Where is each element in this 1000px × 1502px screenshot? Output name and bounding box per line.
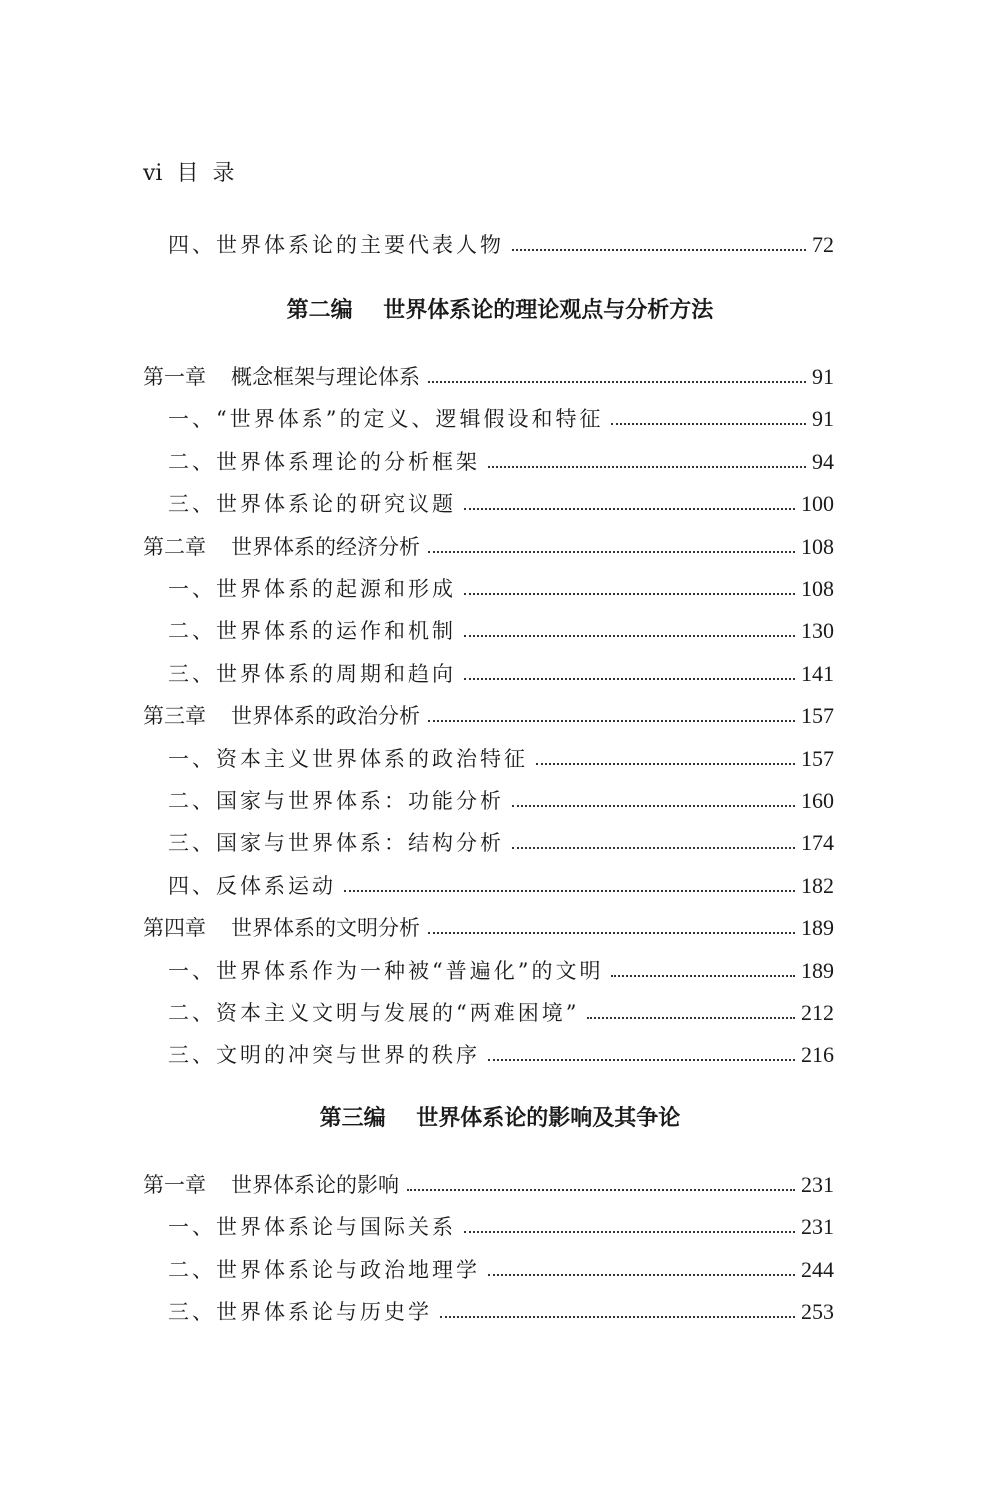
toc-section-entry[interactable] [168, 447, 834, 477]
toc-page-number: 141 [801, 660, 834, 686]
toc-entry-label: 三、文明的冲突与世界的秩序 [168, 1043, 480, 1068]
toc-chapter-entry[interactable] [143, 532, 834, 562]
toc-entry-label: 四、反体系运动 [168, 873, 336, 898]
toc-section-entry[interactable] [168, 616, 834, 646]
dot-leader [536, 763, 795, 765]
toc-section-entry[interactable] [168, 659, 834, 689]
toc-entry-label: 三、世界体系论的研究议题 [168, 492, 456, 517]
toc-section-entry[interactable] [168, 404, 834, 434]
toc-entry-label: 二、世界体系论与政治地理学 [168, 1257, 480, 1282]
toc-section-entry[interactable] [168, 786, 834, 816]
dot-leader [611, 423, 806, 425]
toc-page-number: 91 [812, 364, 834, 389]
running-head: vi 目 录 [143, 161, 235, 186]
toc-section-entry[interactable] [168, 744, 834, 774]
toc-page-number: 244 [801, 1256, 834, 1282]
toc-page-number: 231 [801, 1214, 834, 1240]
toc-entry-label: 二、世界体系理论的分析框架 [168, 449, 480, 474]
toc-page-number: 231 [801, 1172, 834, 1197]
toc-chapter-entry[interactable] [143, 701, 834, 731]
dot-leader [512, 805, 795, 807]
toc-chapter-entry[interactable] [143, 913, 834, 943]
toc-entry[interactable] [168, 230, 834, 260]
toc-section-entry[interactable] [168, 998, 834, 1028]
toc-page-number: 253 [801, 1299, 834, 1325]
toc-page-number: 94 [812, 448, 834, 474]
toc-chapter-number: 第一章 [143, 365, 206, 389]
toc-chapter-number: 第一章 [143, 1173, 206, 1197]
dot-leader [428, 381, 806, 383]
toc-page-number: 157 [801, 703, 834, 729]
toc-section-entry[interactable] [168, 1040, 834, 1070]
toc-chapter-number: 第三章 [143, 704, 206, 729]
part-title: 第三编 世界体系论的影响及其争论 [319, 1106, 681, 1131]
dot-leader [464, 508, 795, 510]
dot-leader [428, 551, 795, 553]
toc-page-number: 157 [801, 745, 834, 771]
toc-entry-label: 一、“世界体系”的定义、逻辑假设和特征 [168, 407, 604, 432]
toc-section-entry[interactable] [168, 871, 834, 901]
toc-entry-label: 二、国家与世界体系：功能分析 [168, 789, 504, 813]
toc-entry-label: 一、世界体系论与国际关系 [168, 1215, 456, 1240]
toc-page-number: 216 [801, 1042, 834, 1068]
dot-leader [512, 847, 795, 849]
toc-entry-label: 三、世界体系的周期和趋向 [168, 661, 456, 686]
toc-entry-label: 四、世界体系论的主要代表人物 [168, 233, 504, 257]
dot-leader [344, 890, 795, 892]
toc-chapter-entry[interactable] [143, 1170, 834, 1200]
toc-entry-label: 世界体系的政治分析 [231, 704, 420, 729]
toc-entry-label: 世界体系的文明分析 [231, 916, 420, 941]
dot-leader [440, 1316, 795, 1318]
toc-section-entry[interactable] [168, 1297, 834, 1327]
toc-page-number: 189 [801, 915, 834, 941]
dot-leader [428, 932, 795, 934]
toc-section-entry[interactable] [168, 956, 834, 986]
toc-section-entry[interactable] [168, 574, 834, 604]
toc-chapter-entry[interactable] [143, 362, 834, 392]
toc-entry-label: 三、国家与世界体系：结构分析 [168, 831, 504, 856]
toc-chapter-number: 第四章 [143, 916, 206, 941]
dot-leader [488, 1059, 795, 1061]
toc-page-number: 130 [801, 618, 834, 644]
toc-entry-label: 世界体系论的影响 [231, 1173, 399, 1197]
dot-leader [512, 249, 806, 251]
dot-leader [464, 635, 795, 637]
dot-leader [488, 466, 806, 468]
toc-entry-label: 一、世界体系作为一种被“普遍化”的文明 [168, 958, 604, 983]
toc-entry-label: 概念框架与理论体系 [231, 365, 420, 389]
toc-entry-label: 一、资本主义世界体系的政治特征 [168, 746, 528, 771]
toc-entry-label: 二、世界体系的运作和机制 [168, 619, 456, 644]
toc-section-entry[interactable] [168, 828, 834, 858]
toc-page-number: 91 [812, 406, 834, 432]
part-title: 第二编 世界体系论的理论观点与分析方法 [286, 298, 714, 323]
toc-section-entry[interactable] [168, 1212, 834, 1242]
toc-entry-label: 世界体系的经济分析 [231, 534, 420, 559]
toc-page-number: 108 [801, 533, 834, 559]
dot-leader [611, 975, 795, 977]
toc-page-number: 100 [801, 491, 834, 517]
toc-page-number: 160 [801, 788, 834, 813]
dot-leader [464, 1231, 795, 1233]
toc-entry-label: 三、世界体系论与历史学 [168, 1300, 432, 1325]
dot-leader [488, 1274, 795, 1276]
toc-page-number: 72 [812, 232, 834, 257]
dot-leader [407, 1189, 795, 1191]
toc-section-entry[interactable] [168, 1255, 834, 1285]
dot-leader [428, 720, 795, 722]
toc-page-number: 174 [801, 830, 834, 856]
toc-entry-label: 二、资本主义文明与发展的“两难困境” [168, 1001, 580, 1025]
dot-leader [464, 593, 795, 595]
toc-page-number: 182 [801, 872, 834, 898]
toc-section-entry[interactable] [168, 489, 834, 519]
toc-page-number: 108 [801, 576, 834, 601]
dot-leader [464, 678, 795, 680]
toc-chapter-number: 第二章 [143, 534, 206, 559]
dot-leader [587, 1017, 795, 1019]
toc-page-number: 189 [801, 957, 834, 983]
toc-page-number: 212 [801, 1000, 834, 1025]
toc-entry-label: 一、世界体系的起源和形成 [168, 577, 456, 601]
